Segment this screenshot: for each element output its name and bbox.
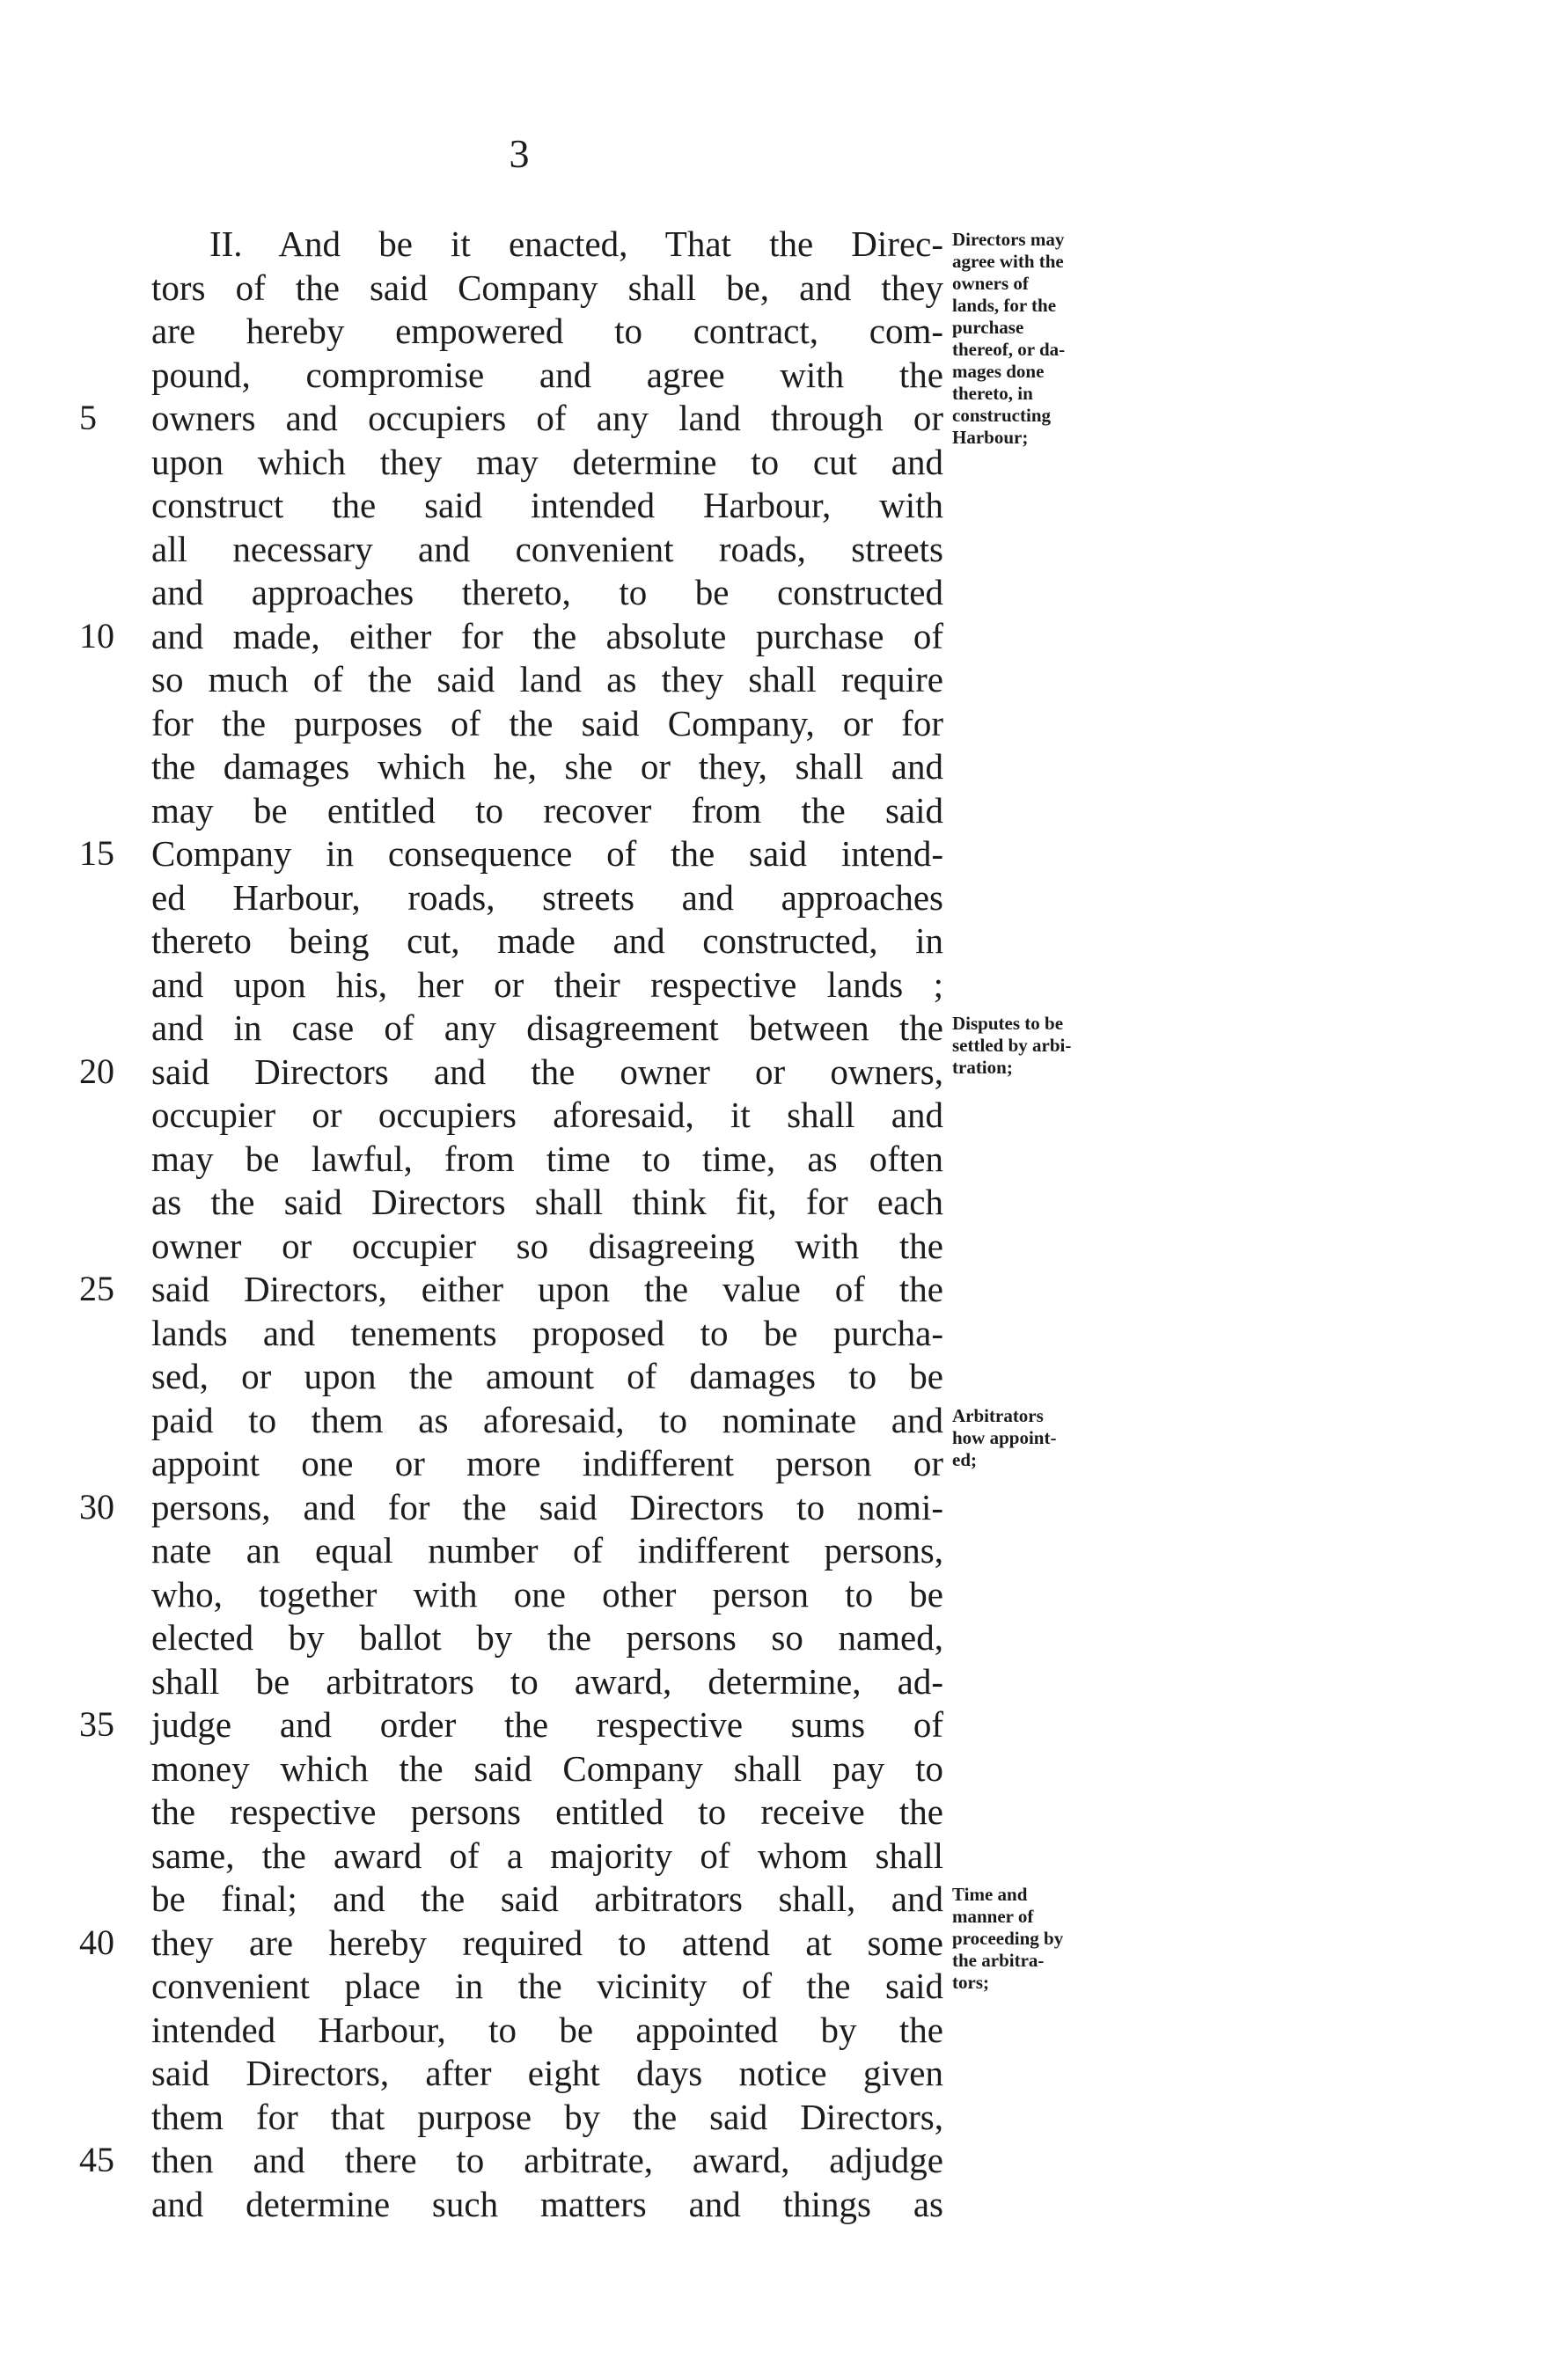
line-text: are hereby empowered to contract, com-: [151, 311, 943, 351]
margin-note: [952, 1884, 1172, 1994]
line-text: intended Harbour, to be appointed by the: [151, 2009, 943, 2050]
margin-note-line: manner of: [952, 1906, 1034, 1927]
text-line: [0, 1919, 1562, 1963]
line-text: them for that purpose by the said Directors,: [151, 2096, 943, 2137]
line-text: may be entitled to recover from the said: [151, 789, 943, 831]
text-line: [0, 1483, 1562, 1527]
text-line: [0, 1178, 1562, 1222]
line-text: said Directors and the owner or owners,: [151, 1051, 943, 1092]
text-line: [0, 874, 1562, 918]
margin-note-line: settled by arbi-: [952, 1035, 1072, 1056]
text-line: [0, 1875, 1562, 1919]
line-text: nate an equal number of indifferent persons,: [151, 1530, 943, 1571]
text-line: [0, 1309, 1562, 1353]
line-text: sed, or upon the amount of damages to be: [151, 1356, 943, 1396]
line-number: 40: [79, 1922, 114, 1962]
line-text: money which the said Company shall pay to: [151, 1747, 943, 1789]
line-text: construct the said intended Harbour, with: [151, 485, 943, 525]
text-line: [0, 438, 1562, 482]
line-text: convenient place in the vicinity of the said: [151, 1966, 943, 2006]
line-text: may be lawful, from time to time, as often: [151, 1138, 943, 1179]
line-number: 5: [79, 398, 97, 437]
text-line: [0, 787, 1562, 831]
line-text: said Directors, either upon the value of the: [151, 1269, 943, 1309]
text-line: [0, 612, 1562, 656]
line-number: 10: [79, 615, 114, 655]
line-number: 30: [79, 1486, 114, 1527]
text-line: [0, 1091, 1562, 1135]
text-line: [0, 1788, 1562, 1832]
text-line: [0, 917, 1562, 961]
text-line: [0, 2049, 1562, 2093]
line-text: they are hereby required to attend at some: [151, 1922, 943, 1963]
margin-note-line: agree with the: [952, 251, 1064, 272]
text-line: [0, 1048, 1562, 1092]
line-number: 15: [79, 833, 114, 873]
line-text: so much of the said land as they shall require: [151, 659, 943, 699]
text-line: [0, 1222, 1562, 1266]
page-number: 3: [509, 131, 530, 176]
text-line: [0, 830, 1562, 874]
text-line: [0, 1439, 1562, 1483]
line-text: for the purposes of the said Company, or for: [151, 702, 943, 743]
line-text: owners and occupiers of any land through or: [151, 398, 943, 438]
line-number: 25: [79, 1269, 114, 1308]
text-line: [0, 1396, 1562, 1440]
margin-note-line: Disputes to be: [952, 1013, 1064, 1034]
line-text: then and there to arbitrate, award, adjudge: [151, 2140, 943, 2180]
text-line: [0, 699, 1562, 743]
text-line: [0, 1004, 1562, 1048]
margin-note-line: constructing: [952, 405, 1051, 426]
line-text: the respective persons entitled to receive the: [151, 1791, 943, 1832]
line-text: owner or occupier so disagreeing with the: [151, 1225, 943, 1266]
margin-note-line: Directors may: [952, 229, 1065, 250]
text-line: [0, 2136, 1562, 2180]
line-text: as the said Directors shall think fit, for each: [151, 1182, 943, 1222]
margin-note-line: owners of: [952, 273, 1029, 294]
line-text: be final; and the said arbitrators shall, and: [151, 1878, 943, 1919]
line-text: lands and tenements proposed to be purcha-: [151, 1312, 943, 1353]
line-text: and determine such matters and things as: [151, 2183, 943, 2224]
line-text: persons, and for the said Directors to nomi-: [151, 1486, 943, 1527]
text-line: [0, 394, 1562, 438]
text-line: [0, 2180, 1562, 2224]
text-line: [0, 1571, 1562, 1615]
margin-note-line: tration;: [952, 1057, 1013, 1078]
text-line: [0, 220, 1562, 264]
margin-note-line: Arbitrators: [952, 1404, 1044, 1426]
text-line: [0, 2006, 1562, 2050]
line-text: who, together with one other person to be: [151, 1573, 943, 1615]
line-text: thereto being cut, made and constructed, in: [151, 920, 943, 961]
margin-note-line: purchase: [952, 317, 1024, 338]
text-line: [0, 1527, 1562, 1571]
text-line: [0, 743, 1562, 787]
line-text: same, the award of a majority of whom shall: [151, 1834, 943, 1876]
line-text: and made, either for the absolute purchase of: [151, 615, 943, 656]
body-text: [0, 220, 1562, 2223]
line-text: the damages which he, she or they, shall and: [151, 746, 943, 787]
line-text: and approaches thereto, to be constructed: [151, 572, 943, 612]
text-line: [0, 655, 1562, 699]
margin-note-line: thereof, or da-: [952, 339, 1066, 360]
text-line: [0, 1352, 1562, 1396]
line-text: appoint one or more indifferent person or: [151, 1443, 943, 1483]
line-text: judge and order the respective sums of: [151, 1704, 943, 1745]
line-text: tors of the said Company shall be, and they: [151, 267, 943, 308]
line-number: 20: [79, 1051, 114, 1091]
margin-note-line: Time and: [952, 1884, 1028, 1905]
text-line: [0, 1614, 1562, 1658]
margin-note-line: Harbour;: [952, 427, 1029, 448]
margin-note-line: lands, for the: [952, 295, 1057, 316]
line-number: 35: [79, 1704, 114, 1744]
text-line: [0, 351, 1562, 395]
line-text: II. And be it enacted, That the Direc-: [209, 223, 943, 264]
text-line: [0, 1135, 1562, 1179]
text-line: [0, 264, 1562, 308]
margin-note: [952, 1013, 1172, 1079]
line-text: elected by ballot by the persons so named,: [151, 1617, 943, 1658]
margin-note: [952, 229, 1172, 449]
line-text: pound, compromise and agree with the: [151, 354, 943, 395]
text-line: [0, 1962, 1562, 2006]
line-text: upon which they may determine to cut and: [151, 441, 943, 482]
margin-note-line: ed;: [952, 1448, 977, 1470]
text-line: [0, 1832, 1562, 1876]
text-line: [0, 1745, 1562, 1789]
margin-note-line: the arbitra-: [952, 1950, 1045, 1971]
line-text: occupier or occupiers aforesaid, it shall and: [151, 1095, 943, 1135]
line-text: Company in consequence of the said intend-: [151, 833, 943, 874]
margin-note-line: thereto, in: [952, 383, 1033, 404]
line-text: ed Harbour, roads, streets and approaches: [151, 876, 943, 918]
line-text: said Directors, after eight days notice given: [151, 2053, 943, 2093]
text-line: [0, 568, 1562, 612]
line-text: and upon his, her or their respective lands ;: [151, 963, 943, 1005]
margin-note-line: proceeding by: [952, 1928, 1064, 1949]
margin-note-line: how appoint-: [952, 1426, 1057, 1448]
text-line: [0, 1265, 1562, 1309]
line-text: all necessary and convenient roads, streets: [151, 528, 943, 569]
text-line: [0, 1701, 1562, 1745]
text-line: [0, 481, 1562, 525]
text-line: [0, 307, 1562, 351]
line-text: shall be arbitrators to award, determine, ad-: [151, 1660, 943, 1702]
margin-note-line: mages done: [952, 361, 1045, 382]
margin-note: [952, 1405, 1172, 1471]
text-line: [0, 961, 1562, 1005]
margin-note-line: tors;: [952, 1972, 989, 1993]
text-line: [0, 525, 1562, 569]
text-line: [0, 1658, 1562, 1702]
text-line: [0, 2093, 1562, 2137]
line-text: and in case of any disagreement between the: [151, 1007, 943, 1048]
line-text: paid to them as aforesaid, to nominate and: [151, 1399, 943, 1440]
line-number: 45: [79, 2140, 114, 2179]
